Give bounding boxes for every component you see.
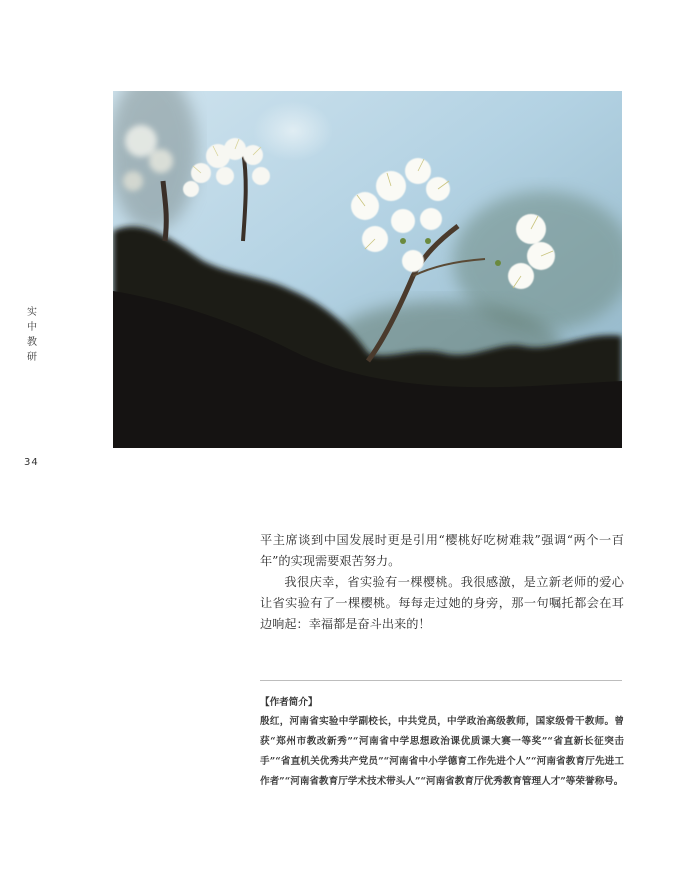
section-divider [260,680,622,681]
journal-title-char: 中 [27,322,37,333]
author-bio: 殷红，河南省实验中学副校长，中共党员，中学政治高级教师，国家级骨干教师。曾获“郑州市教改新秀”“河南省中学思想政治课优质课大赛一等奖”“省直新长征突击手”“省直机关优秀共产党员”“河南省中小学德育工作先进个人”“河南省教育厅先进工作者”“河南省教育厅学术技术带头人”“河南省教育厅优秀教育管理人才”等荣誉称号。 [260,716,624,787]
journal-title-char: 实 [27,307,37,318]
cherry-blossom-photo [113,91,622,448]
author-heading: 【作者简介】 [260,697,318,708]
article-paragraph: 平主席谈到中国发展时更是引用“樱桃好吃树难栽”强调“两个一百年”的实现需要艰苦努力。 [260,533,624,568]
article-body [260,530,624,635]
journal-title-char: 教 [27,337,37,348]
journal-title-vertical [25,305,39,365]
page-number: 34 [24,457,39,468]
article-paragraph: 我很庆幸，省实验有一棵樱桃。我很感激，是立新老师的爱心让省实验有了一棵樱桃。每每走过她的身旁，那一句嘱托都会在耳边响起：幸福都是奋斗出来的！ [260,575,624,631]
journal-title-char: 研 [27,352,37,363]
